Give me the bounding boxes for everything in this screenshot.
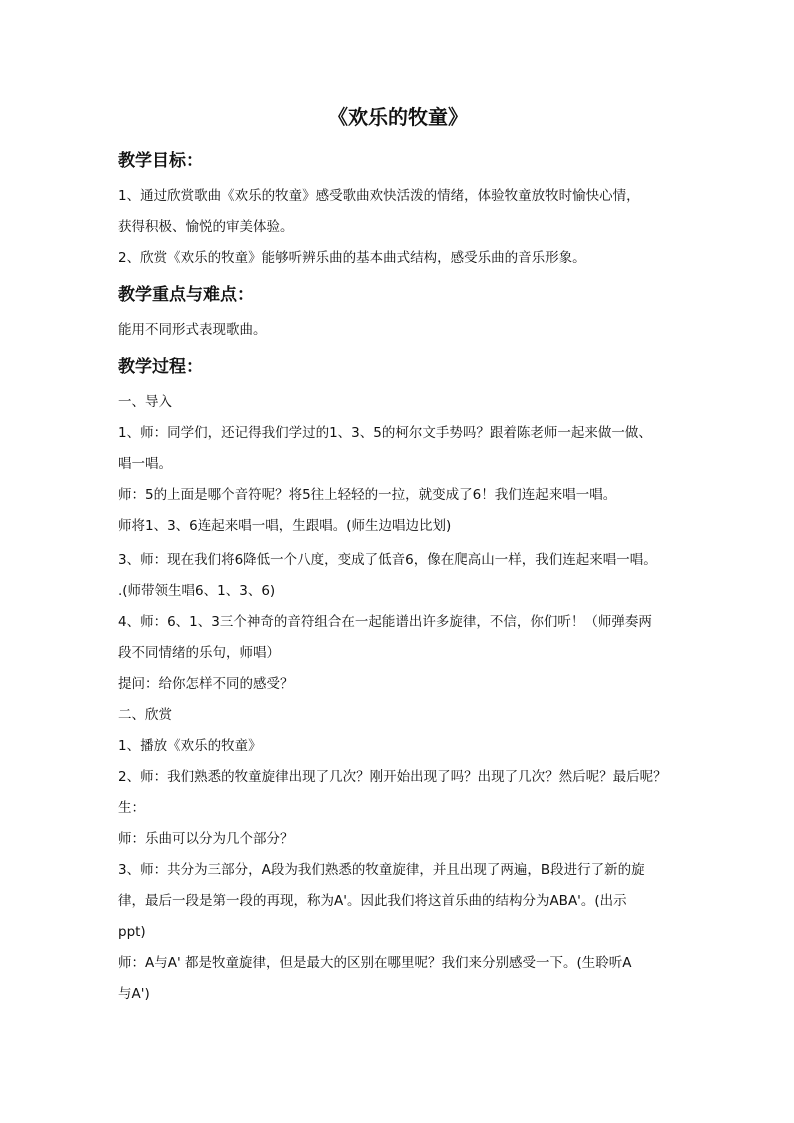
process-line-15: 师：乐曲可以分为几个部分？ bbox=[118, 831, 294, 847]
process-line-5: 师将1、3、6连起来唱一唱，生跟唱。(师生边唱边比划) bbox=[118, 518, 452, 534]
process-line-2: 1、师：同学们，还记得我们学过的1、3、5的柯尔文手势吗？跟着陈老师一起来做一做、 bbox=[118, 425, 652, 441]
process-line-6: 3、师：现在我们将6降低一个八度，变成了低音6，像在爬高山一样，我们连起来唱一唱。 bbox=[118, 552, 657, 568]
objectives-line-3: 2、欣赏《欢乐的牧童》能够听辨乐曲的基本曲式结构，感受乐曲的音乐形象。 bbox=[118, 250, 586, 266]
process-line-14: 生： bbox=[118, 800, 145, 816]
key-points-line-1: 能用不同形式表现歌曲。 bbox=[118, 322, 267, 338]
process-line-16: 3、师：共分为三部分，A段为我们熟悉的牧童旋律，并且出现了两遍，B段进行了新的旋 bbox=[118, 862, 645, 878]
process-line-9: 段不同情绪的乐句，师唱） bbox=[118, 645, 280, 661]
objectives-line-1: 1、通过欣赏歌曲《欢乐的牧童》感受歌曲欢快活泼的情绪，体验牧童放牧时愉快心情， bbox=[118, 188, 640, 204]
objectives-line-2: 获得积极、愉悦的审美体验。 bbox=[118, 219, 294, 235]
process-line-3: 唱一唱。 bbox=[118, 456, 172, 472]
key-points-heading: 教学重点与难点： bbox=[118, 285, 254, 305]
document-title: 《欢乐的牧童》 bbox=[328, 105, 468, 129]
process-line-18: ppt) bbox=[118, 924, 146, 940]
process-line-20: 与A') bbox=[118, 986, 150, 1002]
process-line-7: .(师带领生唱6、1、3、6) bbox=[118, 583, 276, 599]
process-line-17: 律，最后一段是第一段的再现，称为A'。因此我们将这首乐曲的结构分为ABA'。(出示 bbox=[118, 893, 627, 909]
process-line-11: 二、欣赏 bbox=[118, 707, 172, 723]
objectives-heading: 教学目标： bbox=[118, 151, 203, 171]
process-heading: 教学过程： bbox=[118, 357, 203, 377]
process-line-19: 师：A与A' 都是牧童旋律，但是最大的区别在哪里呢？我们来分别感受一下。(生聆听A bbox=[118, 955, 632, 971]
process-line-13: 2、师：我们熟悉的牧童旋律出现了几次？刚开始出现了吗？出现了几次？然后呢？最后呢？ bbox=[118, 769, 667, 785]
process-line-10: 提问：给你怎样不同的感受？ bbox=[118, 676, 294, 692]
process-line-1: 一、导入 bbox=[118, 394, 172, 410]
process-line-4: 师：5的上面是哪个音符呢？将5往上轻轻的一拉，就变成了6！我们连起来唱一唱。 bbox=[118, 487, 617, 503]
process-line-8: 4、师：6、1、3三个神奇的音符组合在一起能谱出许多旋律，不信，你们听！（师弹奏两 bbox=[118, 614, 652, 630]
process-line-12: 1、播放《欢乐的牧童》 bbox=[118, 738, 262, 754]
